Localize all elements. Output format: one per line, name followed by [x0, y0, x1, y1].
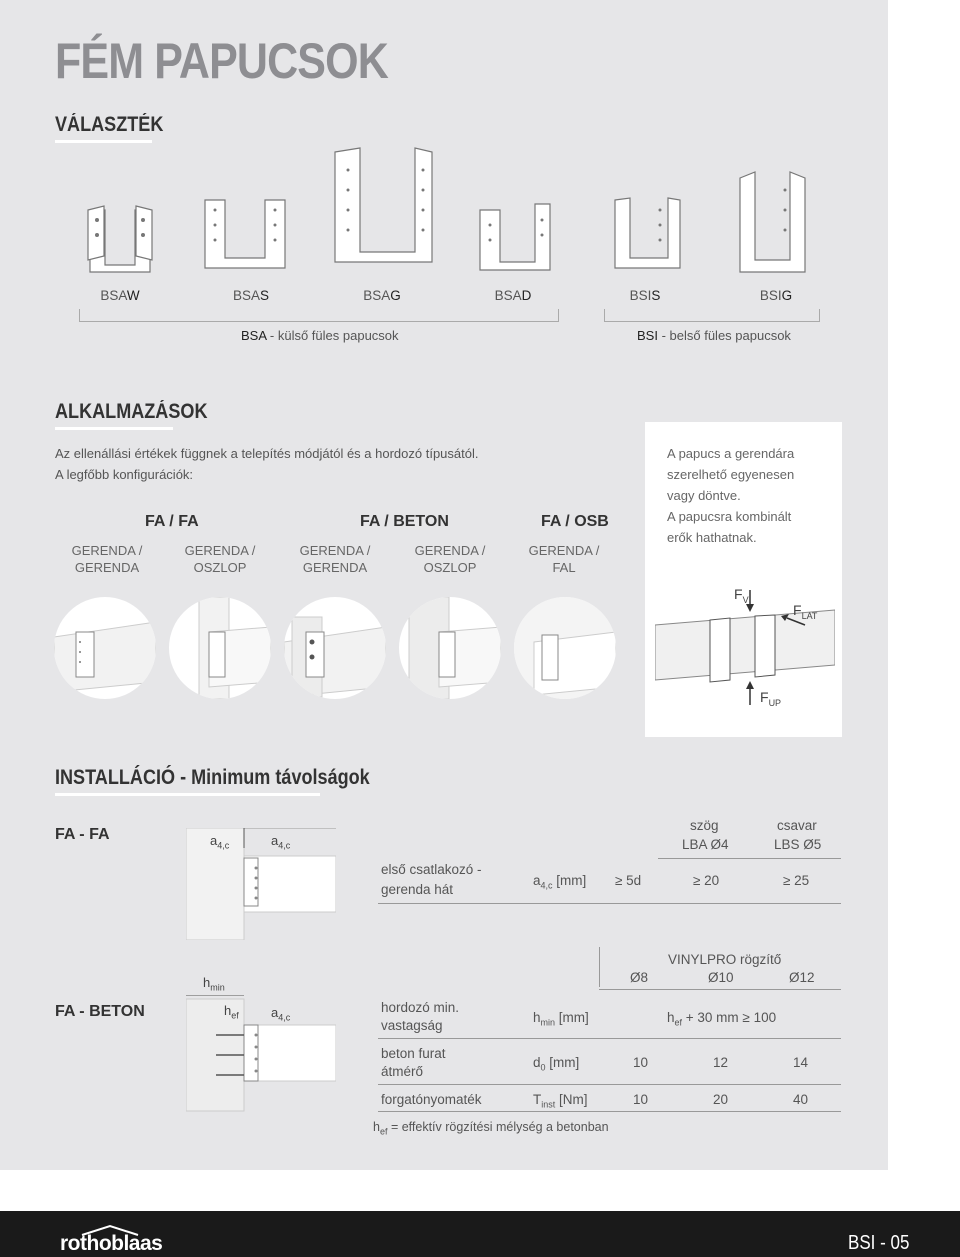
fafa-label: FA - FA: [55, 826, 110, 843]
product-label-bsag: BSAG: [363, 288, 401, 303]
notes-text: A papucs a gerendára szerelhető egyenesen vagy döntve. A papucsra kombinált erők hathatnak.: [667, 446, 795, 545]
config-4: GERENDA / OSZLOP: [414, 543, 486, 575]
fabeton-row2-value-1: 10: [633, 1055, 649, 1070]
config-circle-3: [284, 597, 386, 699]
fafa-row-label-1: első csatlakozó -: [381, 862, 482, 877]
fabeton-row1-label-2: vastagság: [381, 1018, 443, 1033]
fabeton-row2-label-1: beton furat: [381, 1046, 446, 1061]
brand-logo: rothoblaas: [60, 1232, 163, 1255]
config-circle-5: [514, 597, 616, 699]
fabeton-hef: $h_{ef}$: [224, 1003, 239, 1021]
fabeton-row3-value-2: 20: [713, 1092, 729, 1107]
force-fv-label: $F_V$: [734, 586, 749, 605]
fabeton-row1-value: $h_{ef} + 30$ mm ≥ 100: [667, 1010, 777, 1028]
fafa-col2-head-2: LBS Ø5: [774, 837, 822, 852]
fabeton-label: FA - BETON: [55, 1003, 145, 1020]
bsag-drawing: [335, 148, 432, 262]
fabeton-col-3: Ø12: [789, 970, 815, 985]
fafa-dim-2: $a_{4,c}$: [271, 833, 291, 851]
fafa-diagram: [186, 828, 336, 940]
fabeton-hmin: $h_{min}$: [203, 975, 225, 993]
product-drawings: [60, 140, 840, 280]
fafa-row-symbol: $a_{4,c}$ [mm]: [533, 873, 587, 891]
applications-heading-rule: [55, 427, 173, 430]
fabeton-col-2: Ø10: [708, 970, 734, 985]
config-5: GERENDA / FAL: [528, 543, 600, 575]
fafa-row-line: [378, 903, 841, 904]
product-label-bsaw: BSAW: [100, 288, 140, 303]
group-fa-fa: FA / FA: [145, 513, 199, 530]
fafa-value-3: ≥ 25: [783, 873, 810, 888]
bsi-bracket: [604, 309, 820, 322]
fabeton-row2-value-2: 12: [713, 1055, 729, 1070]
bsad-drawing: [480, 204, 550, 270]
fabeton-row1-line: [378, 1038, 841, 1039]
bsas-drawing: [205, 200, 285, 268]
fabeton-footnote: $h_{ef}$ = effektív rögzítési mélység a betonban: [373, 1120, 609, 1137]
bsaw-drawing: [88, 206, 152, 272]
bsa-group-label: BSA - külső füles papucsok: [241, 328, 399, 343]
range-heading: VÁLASZTÉK: [55, 113, 164, 136]
applications-intro-1: Az ellenállási értékek függnek a telepítés módjától és a hordozó típusától.: [55, 446, 479, 461]
fafa-col1-head-1: szög: [690, 818, 719, 833]
page-title: FÉM PAPUCSOK: [55, 33, 388, 89]
fafa-dim-1: $a_{4,c}$: [210, 833, 230, 851]
force-flat-label: $F_{LAT}$: [793, 602, 818, 621]
fabeton-a4c: $a_{4,c}$: [271, 1005, 291, 1023]
fabeton-row3-label: forgatónyomaték: [381, 1092, 482, 1107]
page-number: BSI - 05: [848, 1232, 910, 1254]
fabeton-row2-label-2: átmérő: [381, 1064, 424, 1079]
config-2: GERENDA / OSZLOP: [184, 543, 256, 575]
fabeton-row3-value-3: 40: [793, 1092, 809, 1107]
fabeton-head-divider: [599, 947, 600, 987]
config-3: GERENDA / GERENDA: [299, 543, 371, 575]
config-circle-1: [54, 597, 156, 699]
fafa-value-2: ≥ 20: [693, 873, 720, 888]
config-circle-2: [169, 597, 271, 699]
config-1: GERENDA / GERENDA: [71, 543, 143, 575]
bsis-drawing: [615, 198, 680, 268]
product-label-bsis: BSIS: [629, 288, 661, 303]
bsi-group-label: BSI - belső füles papucsok: [637, 328, 791, 343]
force-fup-label: $F_{UP}$: [760, 689, 782, 708]
fabeton-col-1: Ø8: [630, 970, 649, 985]
config-circle-4: [399, 597, 501, 699]
product-label-bsad: BSAD: [494, 288, 532, 303]
fabeton-row2-value-3: 14: [793, 1055, 809, 1070]
fafa-head-line: [658, 858, 841, 859]
installation-heading: INSTALLÁCIÓ - Minimum távolságok: [55, 766, 370, 789]
bsa-bracket: [79, 309, 559, 322]
fabeton-row3-line: [378, 1111, 841, 1112]
fabeton-row2-symbol: $d_0$ [mm]: [533, 1055, 580, 1073]
applications-heading: ALKALMAZÁSOK: [55, 400, 208, 423]
fabeton-row1-symbol: $h_{min}$ [mm]: [533, 1010, 589, 1028]
applications-intro-2: A legfőbb konfigurációk:: [55, 467, 194, 482]
fabeton-group-head: VINYLPRO rögzítő: [668, 952, 782, 967]
product-label-bsas: BSAS: [232, 288, 270, 303]
group-fa-osb: FA / OSB: [541, 513, 609, 530]
installation-heading-rule: [55, 793, 320, 796]
fabeton-row2-line: [378, 1084, 841, 1085]
fafa-row-label-2: gerenda hát: [381, 882, 454, 897]
fafa-col1-head-2: LBA Ø4: [682, 837, 729, 852]
fabeton-diagram: [186, 995, 336, 1115]
fabeton-row1-label-1: hordozó min.: [381, 1000, 460, 1015]
fafa-col2-head-1: csavar: [777, 818, 817, 833]
fabeton-row3-symbol: $T_{inst}$ [Nm]: [533, 1092, 588, 1110]
product-label-bsig: BSIG: [759, 288, 793, 303]
fafa-value-1: ≥ 5d: [615, 873, 642, 888]
bsig-drawing: [740, 172, 805, 272]
group-fa-beton: FA / BETON: [360, 513, 449, 530]
fabeton-head-line: [599, 989, 841, 990]
fabeton-row3-value-1: 10: [633, 1092, 649, 1107]
logo-roof-icon: [80, 1224, 140, 1236]
